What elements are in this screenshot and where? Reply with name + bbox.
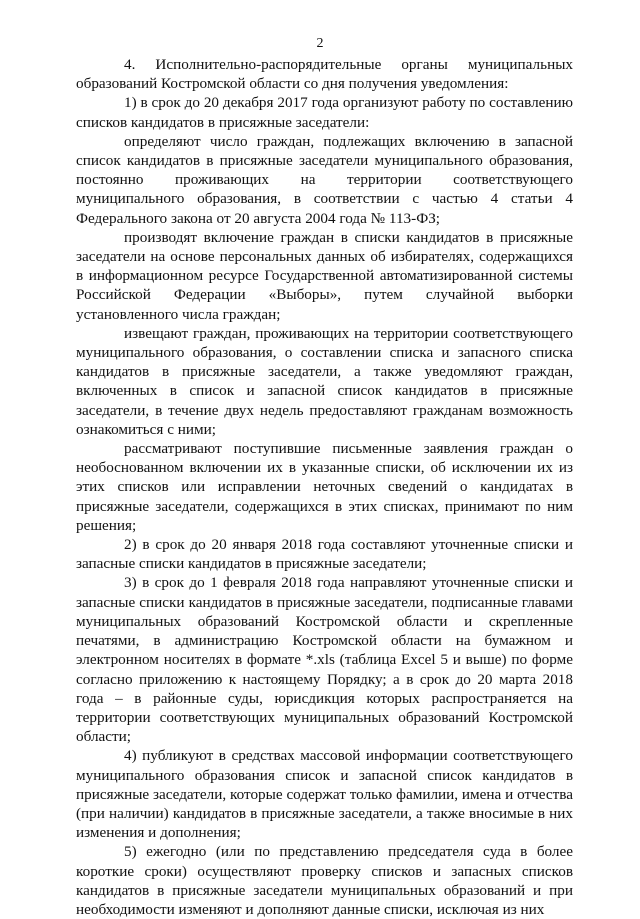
paragraph: 2) в срок до 20 января 2018 года составляют уточненные списки и запасные списки кандидатов в присяжные заседатели;: [76, 536, 573, 573]
paragraph: 4) публикуют в средствах массовой информации соответствующего муниципального образования список и запасной список кандидатов в присяжные заседатели, которые содержат только фамилии, имена и отчества (при наличии) кандидатов в присяжные заседатели, а также вносимые в них изменения и дополнения;: [76, 747, 573, 842]
paragraph: определяют число граждан, подлежащих включению в запасной список кандидатов в присяжные заседатели муниципального образования, постоянно проживающих на территории соответствующего муниципального образования, в соответствии с частью 4 статьи 4 Федерального закона от 20 августа 2004 года № 113-ФЗ;: [76, 132, 573, 227]
document-body: [76, 55, 573, 919]
paragraph: 3) в срок до 1 февраля 2018 года направляют уточненные списки и запасные списки кандидатов в присяжные заседатели, подписанные главами муниципальных образований Костромской области и скрепленные печатями, в администрацию Костромской области на бумажном и электронном носителях в формате *.xls (таблица Excel 5 и выше) по форме согласно приложению к настоящему Порядку; а в срок до 20 марта 2018 года – в районные суды, юрисдикция которых распространяется на территории соответствующих муниципальных образований Костромской области;: [76, 574, 573, 746]
page-number: 2: [316, 36, 324, 51]
paragraph: 4. Исполнительно-распорядительные органы муниципальных образований Костромской области со дня получения уведомления:: [76, 56, 573, 93]
paragraph: производят включение граждан в списки кандидатов в присяжные заседатели на основе персональных данных об избирателях, содержащихся в информационном ресурсе Государственной автоматизированной системы Российской Федерации «Выборы», путем случайной выборки установленного числа граждан;: [76, 228, 573, 323]
paragraph: 5) ежегодно (или по представлению председателя суда в более короткие сроки) осуществляют проверку списков и запасных списков кандидатов в присяжные заседатели муниципальных образований и при необходимости изменяют и дополняют данные списки, исключая из них: [76, 843, 573, 918]
paragraph: 1) в срок до 20 декабря 2017 года организуют работу по составлению списков кандидатов в присяжные заседатели:: [76, 94, 573, 131]
paragraph: извещают граждан, проживающих на территории соответствующего муниципального образования, о составлении списка и запасного списка кандидатов в присяжные заседатели, а также уведомляют граждан, включенных в список и запасной список кандидатов в присяжные заседатели, в течение двух недель предоставляют гражданам возможность ознакомиться с ними;: [76, 324, 573, 438]
paragraph: рассматривают поступившие письменные заявления граждан о необоснованном включении их в указанные списки, об исключении их из этих списков или исправлении неточных сведений о кандидатах в присяжные заседатели, содержащихся в этих списках, принимают по ним решения;: [76, 440, 573, 534]
